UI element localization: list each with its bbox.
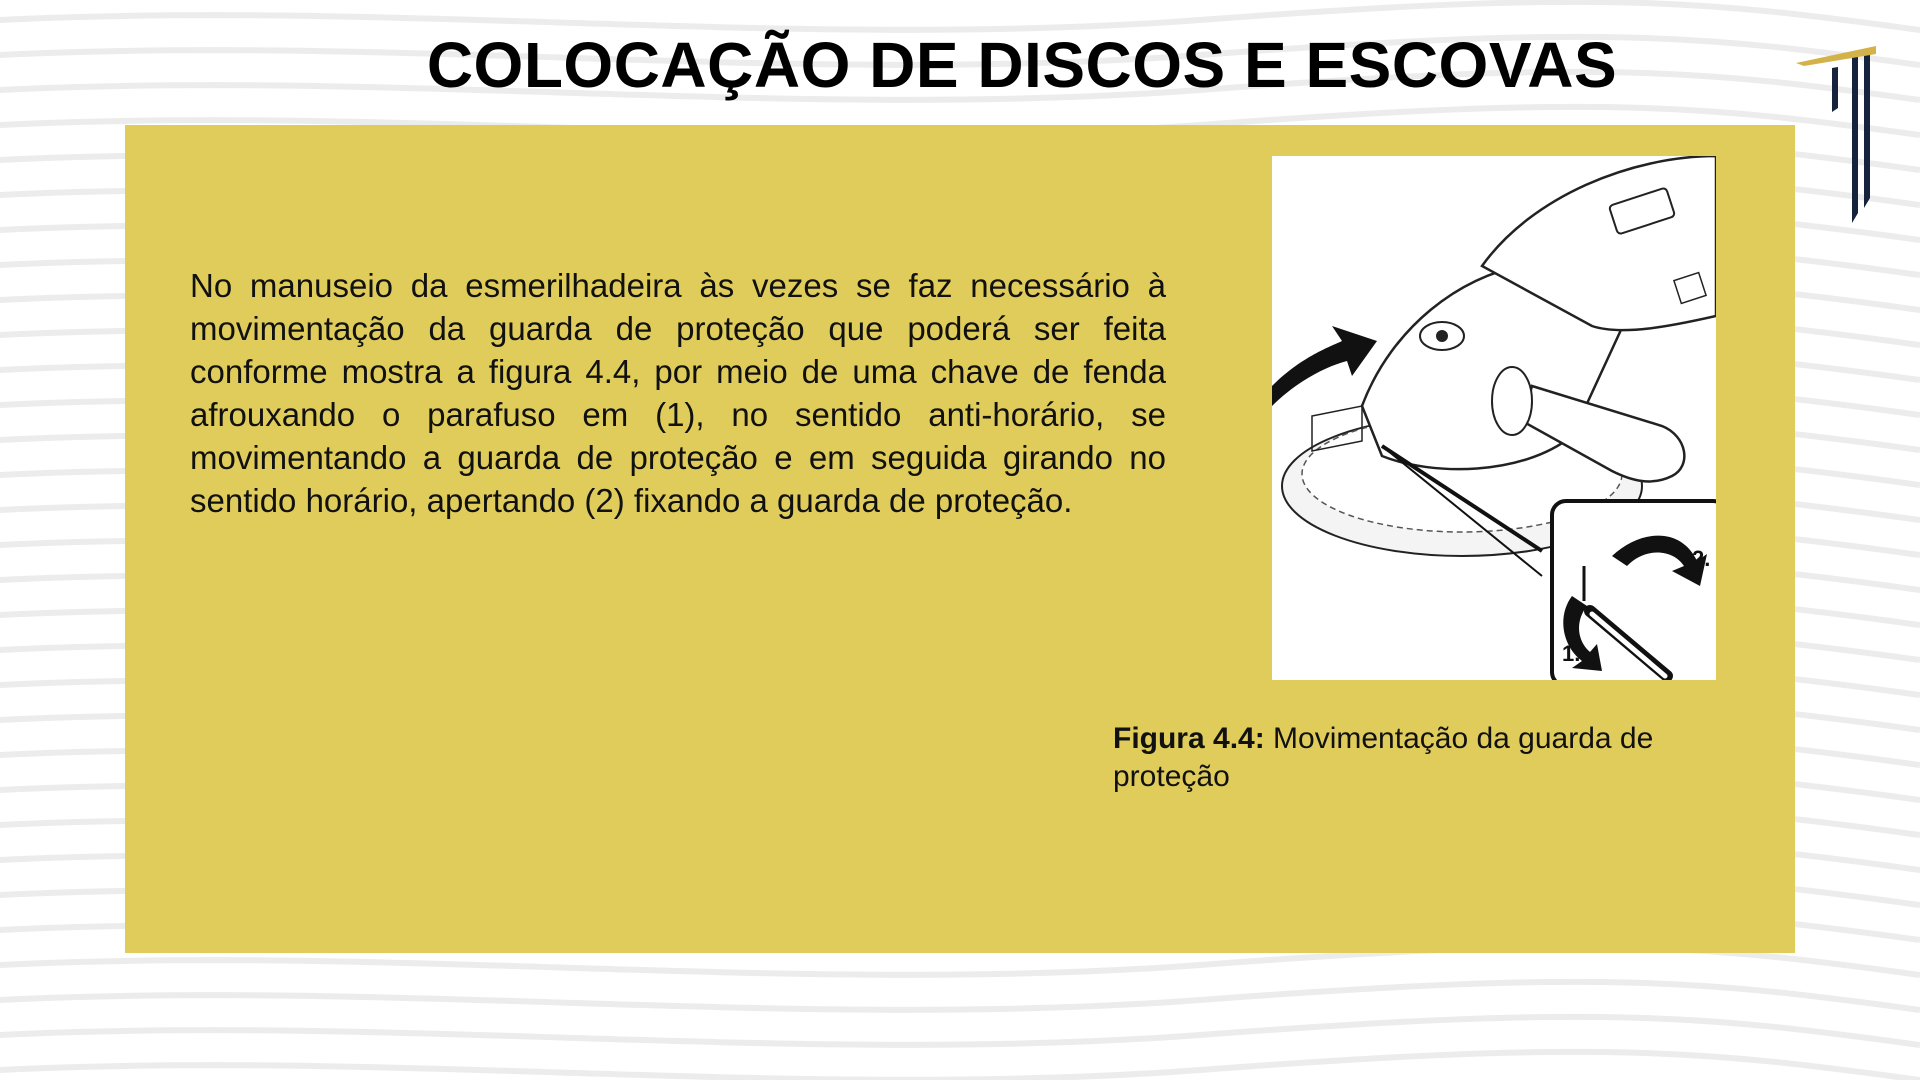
step-2-label: 2. [1692, 546, 1711, 571]
figure-caption [1113, 720, 1713, 796]
step-1-label: 1. [1562, 641, 1581, 666]
figure-caption-text: Movimentação da guarda de proteção [1113, 722, 1654, 793]
angle-grinder-illustration [1272, 156, 1716, 680]
brand-logo-icon [1796, 38, 1876, 228]
figure-caption-label: Figura 4.4: [1113, 722, 1265, 755]
slide-title: COLOCAÇÃO DE DISCOS E ESCOVAS [426, 29, 1618, 101]
body-paragraph: No manuseio da esmerilhadeira às vezes se faz necessário à movimentação da guarda de proteção que poderá ser feita conforme mostra a figura 4.4, por meio de uma chave de fenda afrouxando o parafuso em (1), no sentido anti-horário, se movimentando a guarda de proteção e em seguida girando no sentido horário, apertando (2) fixando a guarda de proteção. [190, 267, 1166, 519]
angle-grinder-figure [1272, 156, 1716, 680]
